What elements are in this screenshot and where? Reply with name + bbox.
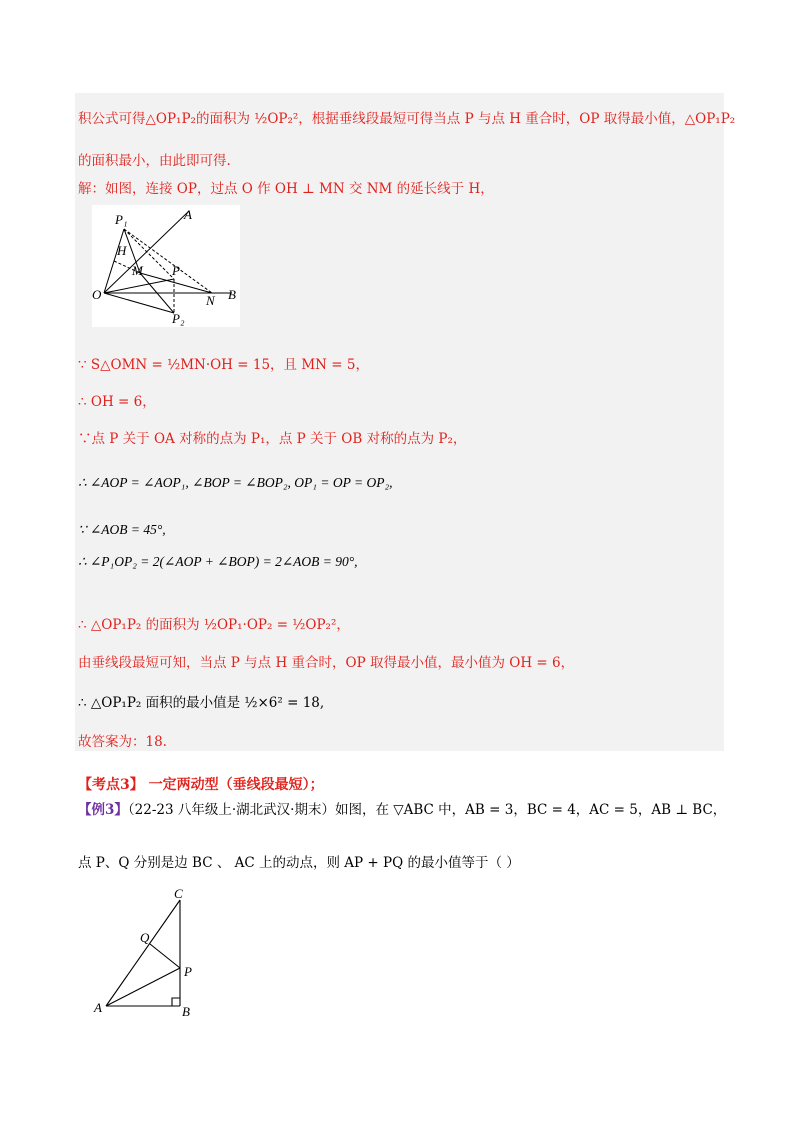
label-n: N <box>206 293 215 308</box>
figure-2 <box>88 886 198 1020</box>
label-b: B <box>228 287 236 302</box>
solution-line-12: ∴ △OP₁P₂ 面积的最小值是 ½×6² = 18, <box>78 695 325 711</box>
label-h: H <box>117 243 127 258</box>
figure-1 <box>92 205 240 327</box>
label-p: P <box>184 964 192 979</box>
example-tag: 【例3】 <box>78 802 128 818</box>
solution-line-8: ∵ ∠AOB = 45°, <box>78 522 166 537</box>
label-b: B <box>182 1004 190 1019</box>
label-p2: P₂ <box>172 311 185 326</box>
label-p1: P₁ <box>115 212 128 227</box>
label-q: Q <box>140 930 150 945</box>
example-text-2: 点 P、Q 分别是边 BC 、 AC 上的动点，则 AP + PQ 的最小值等于（ ） <box>78 855 520 871</box>
section-heading: 【考点3】 一定两动型（垂线段最短）； <box>78 777 324 793</box>
example-text: （22-23 八年级上·湖北武汉·期末）如图，在 ▽ABC 中，AB = 3，BC = 4，AC = 5，AB ⊥ BC， <box>127 802 727 818</box>
solution-line-5: ∴ OH = 6， <box>78 394 156 410</box>
label-a: A <box>184 207 192 222</box>
solution-line-3: 解：如图，连接 OP，过点 O 作 OH ⊥ MN 交 NM 的延长线于 H， <box>78 181 494 197</box>
label-m: M <box>132 263 143 278</box>
solution-line-1: 积公式可得△OP₁P₂的面积为 ½OP₂²，根据垂线段最短可得当点 P 与点 H 重合时，OP 取得最小值，△OP₁P₂ <box>78 111 736 127</box>
solution-line-7: ∴ ∠AOP = ∠AOP₁, ∠BOP = ∠BOP₂, OP₁ = OP = OP₂, <box>78 475 393 490</box>
solution-line-4: ∵ S△OMN = ½MN·OH = 15，且 MN = 5， <box>78 357 369 373</box>
label-a: A <box>94 1000 102 1015</box>
label-c: C <box>174 886 183 901</box>
solution-line-10: ∴ △OP₁P₂ 的面积为 ½OP₁·OP₂ = ½OP₂²， <box>78 617 350 633</box>
label-p: P <box>172 263 180 278</box>
solution-line-13: 故答案为：18. <box>78 734 167 750</box>
solution-line-6: ∵点 P 关于 OA 对称的点为 P₁，点 P 关于 OB 对称的点为 P₂， <box>78 431 467 447</box>
solution-line-2: 的面积最小，由此即可得. <box>78 153 231 169</box>
label-o: O <box>92 287 102 302</box>
solution-line-11: 由垂线段最短可知，当点 P 与点 H 重合时，OP 取得最小值，最小值为 OH = 6， <box>78 655 575 671</box>
solution-line-9: ∴ ∠P₁OP₂ = 2(∠AOP + ∠BOP) = 2∠AOB = 90°, <box>78 554 358 569</box>
